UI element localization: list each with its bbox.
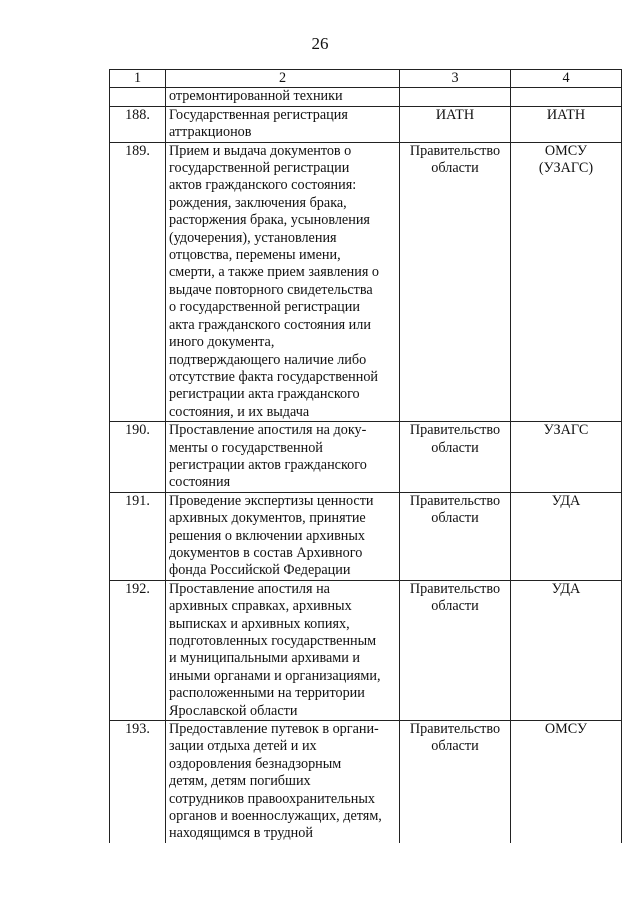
table-row <box>110 721 622 843</box>
service-description <box>166 422 400 493</box>
executing-body-line: ИАТН <box>546 106 586 123</box>
service-description-line: иного документа, <box>169 334 275 351</box>
responsible-authority-line: ИАТН <box>435 106 475 123</box>
service-description-line: рождения, заключения брака, <box>169 194 347 211</box>
table-row <box>110 492 622 580</box>
header-cell-3: 3 <box>400 70 511 88</box>
executing-body-line: (УЗАГС) <box>538 160 594 177</box>
row-number: 193. <box>110 721 166 843</box>
row-number: 188. <box>110 106 166 142</box>
service-description-line: документов в состав Архивного <box>169 544 363 561</box>
table-row <box>110 142 622 422</box>
service-description-line: подготовленных государственным <box>169 633 377 649</box>
service-description-line: Ярославской области <box>169 702 298 719</box>
service-description-line: подтверждающего наличие либо <box>169 351 367 368</box>
service-description-line: архивных документов, принятие <box>169 510 366 527</box>
service-description-line: смерти, а также прием заявления о <box>169 264 379 281</box>
service-description <box>166 492 400 580</box>
executing-body <box>511 721 622 843</box>
responsible-authority-line: Правительство <box>409 721 501 738</box>
service-description-line: регистрации акта гражданского <box>169 386 360 403</box>
service-description-line: регистрации актов гражданского <box>169 456 367 473</box>
service-description <box>166 580 400 720</box>
continuation-authority-cell <box>400 88 511 106</box>
table-row <box>110 422 622 493</box>
service-description-line: архивных справках, архивных <box>169 598 352 615</box>
service-description-line: выдаче повторного свидетельства <box>169 281 373 298</box>
responsible-authority-line: области <box>431 738 479 755</box>
service-description-line: отсутствие факта государственной <box>169 368 379 385</box>
responsible-authority <box>400 580 511 720</box>
header-cell-4: 4 <box>511 70 622 88</box>
service-description-line: органов и военнослужащих, детям, <box>169 808 382 825</box>
service-description-line: выписках и архивных копиях, <box>169 615 350 632</box>
page-number: 26 <box>311 34 329 53</box>
service-description <box>166 106 400 142</box>
service-description-line: сотрудников правоохранительных <box>169 790 375 807</box>
service-description-line: актов гражданского состояния: <box>169 177 357 194</box>
service-description-line: менты о государственной <box>169 439 323 456</box>
executing-body-line: ОМСУ <box>544 142 588 159</box>
executing-body <box>511 492 622 580</box>
responsible-authority-line: Правительство <box>409 492 501 509</box>
executing-body-line: УДА <box>551 492 581 509</box>
service-description-line: отцовства, перемены имени, <box>169 247 341 264</box>
service-description-line: и муниципальными архивами и <box>169 650 360 667</box>
table-row <box>110 106 622 142</box>
responsible-authority-line: области <box>431 439 479 456</box>
service-description-line: фонда Российской Федерации <box>169 562 351 579</box>
executing-body-line: ОМСУ <box>544 721 588 738</box>
service-description-line: состояния, и их выдача <box>169 403 310 420</box>
responsible-authority <box>400 142 511 422</box>
continuation-row <box>110 88 622 106</box>
service-description-line: Предоставление путевок в органи- <box>169 721 379 738</box>
responsible-authority-line: Правительство <box>409 422 501 439</box>
executing-body <box>511 580 622 720</box>
executing-body <box>511 106 622 142</box>
executing-body <box>511 422 622 493</box>
service-description-line: государственной регистрации <box>169 160 350 177</box>
service-description-line: акта гражданского состояния или <box>169 316 371 333</box>
executing-body <box>511 142 622 422</box>
responsible-authority-line: Правительство <box>409 142 501 159</box>
service-description-line: Проставление апостиля на <box>169 580 330 597</box>
row-number: 190. <box>110 422 166 493</box>
responsible-authority-line: Правительство <box>409 580 501 597</box>
service-description-line: аттракционов <box>169 124 252 141</box>
service-description-line: Государственная регистрация <box>169 106 348 123</box>
executing-body-line: УЗАГС <box>543 422 589 439</box>
responsible-authority <box>400 422 511 493</box>
table-row <box>110 580 622 720</box>
responsible-authority-line: области <box>431 598 479 615</box>
service-description-line: расторжения брака, усыновления <box>169 212 370 229</box>
service-description-line: оздоровления безнадзорным <box>169 755 342 772</box>
executing-body-line: УДА <box>551 580 581 597</box>
table-header-row <box>110 70 622 88</box>
row-number: 191. <box>110 492 166 580</box>
row-number: 189. <box>110 142 166 422</box>
service-description-line: Проведение экспертизы ценности <box>169 492 374 509</box>
continuation-text: отремонтированной техники <box>166 88 400 106</box>
responsible-authority <box>400 721 511 843</box>
responsible-authority-line: области <box>431 510 479 527</box>
header-cell-2: 2 <box>166 70 400 88</box>
continuation-num-cell <box>110 88 166 106</box>
service-description-line: находящимся в трудной <box>169 825 313 842</box>
service-description-line: Прием и выдача документов о <box>169 142 352 159</box>
service-description-line: Проставление апостиля на доку- <box>169 422 367 439</box>
responsible-authority <box>400 106 511 142</box>
services-table <box>109 69 622 843</box>
service-description-line: решения о включении архивных <box>169 527 365 544</box>
header-cell-1: 1 <box>110 70 166 88</box>
responsible-authority-line: области <box>431 160 479 177</box>
service-description-line: расположенными на территории <box>169 685 365 702</box>
service-description-line: состояния <box>169 474 231 491</box>
continuation-executor-cell <box>511 88 622 106</box>
service-description-line: (удочерения), установления <box>169 229 337 246</box>
row-number: 192. <box>110 580 166 720</box>
service-description <box>166 142 400 422</box>
service-description-line: о государственной регистрации <box>169 299 360 316</box>
service-description-line: зации отдыха детей и их <box>169 738 317 755</box>
service-description-line: детям, детям погибших <box>169 773 311 790</box>
service-description <box>166 721 400 843</box>
service-description-line: иными органами и организациями, <box>169 667 381 684</box>
responsible-authority <box>400 492 511 580</box>
